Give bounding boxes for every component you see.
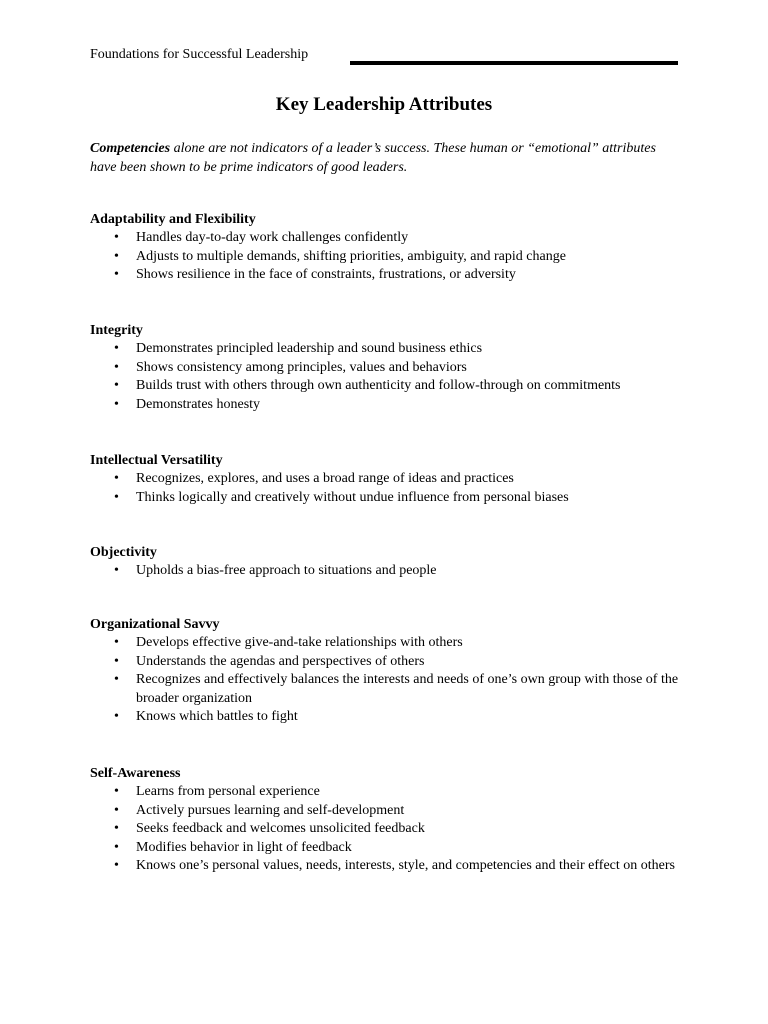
section-heading: Organizational Savvy xyxy=(90,617,220,632)
list-item xyxy=(90,562,688,581)
section-self-awareness xyxy=(90,764,690,876)
bullet-icon: • xyxy=(114,635,119,650)
bullet-icon: • xyxy=(114,784,119,799)
bullet-icon: • xyxy=(114,672,119,687)
bullet-icon: • xyxy=(114,396,119,412)
list-item-text: Modifies behavior in light of feedback xyxy=(136,839,352,855)
list-item-text: Demonstrates principled leadership and sound business ethics xyxy=(136,341,483,356)
page-header xyxy=(90,46,680,68)
bullet-list xyxy=(90,229,690,285)
list-item xyxy=(90,396,688,415)
list-item-text: Seeks feedback and welcomes unsolicited feedback xyxy=(136,821,425,836)
bullet-icon: • xyxy=(114,802,119,818)
list-item-text: Shows resilience in the face of constraints, frustrations, or adversity xyxy=(136,267,516,282)
bullet-icon: • xyxy=(114,821,119,836)
bullet-icon: • xyxy=(114,230,119,245)
bullet-icon: • xyxy=(114,653,119,669)
list-item-text: Upholds a bias-free approach to situations and people xyxy=(136,563,437,578)
intro-emphasis: Competencies xyxy=(90,141,171,156)
bullet-icon: • xyxy=(114,378,119,393)
list-item-text: Knows one’s personal values, needs, interests, style, and competencies and their effect on others xyxy=(136,858,675,873)
bullet-icon: • xyxy=(114,563,119,578)
section-heading: Integrity xyxy=(90,323,143,338)
list-item xyxy=(90,248,688,267)
list-item-text: Develops effective give-and-take relationships with others xyxy=(136,635,463,650)
list-item xyxy=(90,820,688,839)
list-item xyxy=(90,470,688,489)
list-item xyxy=(90,634,688,653)
bullet-icon: • xyxy=(114,341,119,356)
bullet-icon: • xyxy=(114,839,119,855)
bullet-icon: • xyxy=(114,359,119,375)
list-item xyxy=(90,708,688,727)
section-heading: Objectivity xyxy=(90,545,157,560)
intro-text: alone are not indicators of a leader’s success. These human or “emotional” attributes have been shown to be prime indicators of good leaders. xyxy=(90,141,656,175)
list-item-text: Knows which battles to fight xyxy=(136,709,298,724)
bullet-icon: • xyxy=(114,489,119,505)
section-heading: Adaptability and Flexibility xyxy=(90,212,256,227)
list-item xyxy=(90,340,688,359)
list-item-text: Shows consistency among principles, values and behaviors xyxy=(136,359,467,375)
section-heading: Intellectual Versatility xyxy=(90,453,223,468)
list-item xyxy=(90,229,688,248)
list-item-text: Understands the agendas and perspectives of others xyxy=(136,653,425,669)
list-item-text: Actively pursues learning and self-development xyxy=(136,802,405,818)
list-item xyxy=(90,359,688,378)
header-title: Foundations for Successful Leadership xyxy=(90,47,309,62)
section-organizational-savvy xyxy=(90,615,690,727)
bullet-list xyxy=(90,783,690,876)
list-item-text: Builds trust with others through own authenticity and follow-through on commitments xyxy=(136,378,621,393)
bullet-list xyxy=(90,562,690,581)
section-heading: Self-Awareness xyxy=(90,766,181,781)
list-item-text: Recognizes and effectively balances the interests and needs of one’s own group with those of the broader organization xyxy=(136,672,679,706)
list-item xyxy=(90,671,688,708)
list-item-text: Learns from personal experience xyxy=(136,784,320,799)
document-title: Key Leadership Attributes xyxy=(275,94,493,115)
list-item xyxy=(90,839,688,858)
list-item xyxy=(90,489,688,508)
bullet-icon: • xyxy=(114,471,119,486)
bullet-icon: • xyxy=(114,858,119,873)
intro-paragraph xyxy=(90,139,680,177)
list-item xyxy=(90,783,688,802)
bullet-list xyxy=(90,470,690,507)
list-item-text: Recognizes, explores, and uses a broad range of ideas and practices xyxy=(136,471,514,486)
section-integrity xyxy=(90,321,690,414)
list-item xyxy=(90,377,688,396)
bullet-list xyxy=(90,340,690,414)
list-item-text: Handles day-to-day work challenges confidently xyxy=(136,230,409,245)
section-intellectual-versatility xyxy=(90,451,690,507)
list-item-text: Adjusts to multiple demands, shifting priorities, ambiguity, and rapid change xyxy=(136,248,566,264)
bullet-icon: • xyxy=(114,248,119,264)
list-item xyxy=(90,653,688,672)
list-item-text: Thinks logically and creatively without undue influence from personal biases xyxy=(136,489,569,505)
list-item xyxy=(90,857,688,876)
header-rule xyxy=(350,61,678,65)
bullet-icon: • xyxy=(114,709,119,724)
bullet-icon: • xyxy=(114,267,119,282)
list-item xyxy=(90,802,688,821)
section-adaptability xyxy=(90,210,690,285)
section-objectivity xyxy=(90,543,690,581)
list-item xyxy=(90,266,688,285)
bullet-list xyxy=(90,634,690,727)
list-item-text: Demonstrates honesty xyxy=(136,396,261,412)
